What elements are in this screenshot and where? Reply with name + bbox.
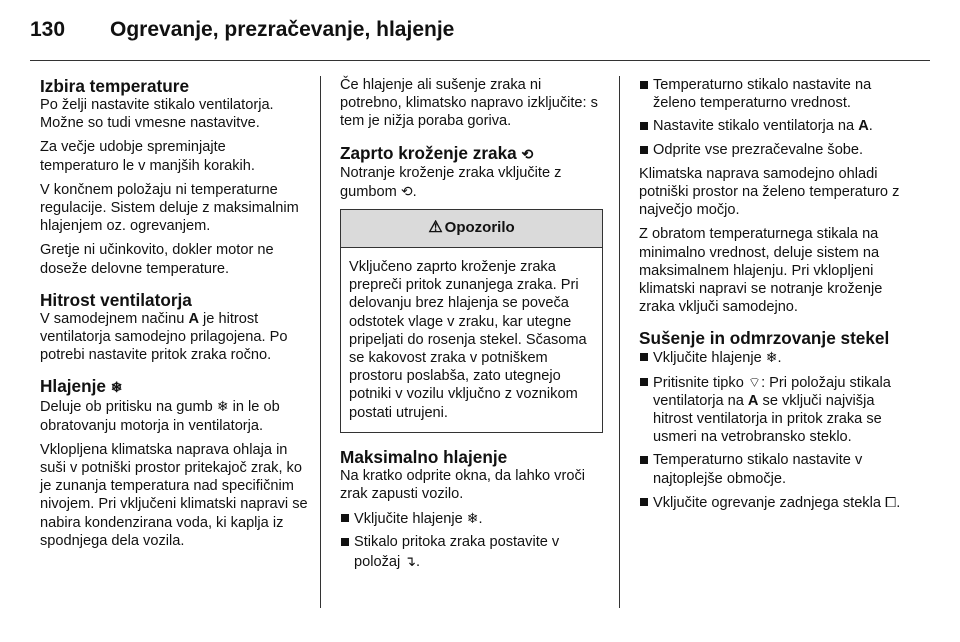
- section-title-recirculation: Zaprto kroženje zraka ⟲: [340, 142, 534, 163]
- header-divider: [30, 60, 930, 61]
- column-divider-1: [320, 76, 321, 608]
- list-item: Stikalo pritoka zraka postavite v položaj ↴.: [340, 533, 603, 570]
- warning-triangle-icon: ⚠: [428, 219, 443, 237]
- column-3: [639, 76, 903, 518]
- air-outlet-position-icon: ↴: [404, 552, 417, 569]
- bullet-list: [639, 76, 903, 159]
- paragraph: V končnem položaju ni temperaturne regulacije. Sistem deluje z maksimalnim hlajenjem oz. ogrevanjem.: [40, 181, 299, 235]
- page-header: [30, 18, 454, 48]
- section-title-cooling: Hlajenje ❄: [40, 376, 123, 397]
- warning-header: ⚠ Opozorilo: [341, 210, 602, 248]
- warning-box: [340, 209, 603, 433]
- list-item: Nastavite stikalo ventilatorja na A.: [639, 117, 903, 135]
- section-title-temperature: Izbira temperature: [40, 76, 190, 96]
- list-item: Vključite ogrevanje zadnjega stekla ⧠.: [639, 493, 903, 512]
- paragraph: Deluje ob pritisku na gumb ❄ in le ob obratovanju motorja in ventilatorja.: [40, 398, 280, 434]
- column-2: [340, 76, 603, 577]
- bullet-list: [340, 509, 603, 571]
- paragraph: Vklopljena klimatska naprava ohlaja in suši v potniški prostor pritekajoč zrak, ko je zunanja temperatura nad specifičnim nivojem. Pri vključeni klimatski napravi se nabira kondenzirana voda, ki kaplja iz spodnjega dela vozila.: [40, 441, 308, 549]
- chapter-title: Ogrevanje, prezračevanje, hlajenje: [110, 18, 455, 41]
- windscreen-defrost-icon: ⌔: [747, 373, 762, 390]
- recirculation-icon: ⟲: [521, 145, 534, 162]
- column-divider-2: [619, 76, 620, 608]
- paragraph: Notranje kroženje zraka vključite z gumbom ⟲.: [340, 164, 562, 200]
- page-number: 130: [30, 18, 66, 41]
- snowflake-icon: ❄: [216, 398, 229, 415]
- recirculation-icon: ⟲: [400, 182, 413, 199]
- snowflake-icon: ❄: [110, 379, 123, 396]
- bullet-list: [639, 348, 903, 512]
- section-title-defrost: Sušenje in odmrzovanje stekel: [639, 328, 890, 349]
- paragraph: Gretje ni učinkovito, dokler motor ne doseže delovne temperature.: [40, 242, 274, 277]
- snowflake-icon: ❄: [466, 510, 479, 527]
- column-1: [40, 76, 308, 556]
- list-item: Vključite hlajenje ❄.: [340, 509, 603, 528]
- section-title-max-cooling: Maksimalno hlajenje: [340, 446, 508, 467]
- paragraph: Klimatska naprava samodejno ohladi potniški prostor na želeno temperaturo z največjo močjo.: [639, 165, 900, 219]
- list-item: Odprite vse prezračevalne šobe.: [639, 141, 903, 159]
- list-item: Temperaturno stikalo nastavite na želeno temperaturno vrednost.: [639, 76, 903, 112]
- rear-window-heating-icon: ⧠: [885, 493, 897, 510]
- snowflake-icon: ❄: [765, 349, 778, 366]
- paragraph: Po želji nastavite stikalo ventilatorja. Možne so tudi vmesne nastavitve.: [40, 97, 274, 132]
- section-title-fan-speed: Hitrost ventilatorja: [40, 289, 192, 310]
- list-item: Pritisnite tipko ⌔: Pri položaju stikala ventilatorja na A se vključi najvišja hitrost ventilatorja in pritok zraka se usmeri na vetrobransko steklo.: [639, 373, 903, 447]
- list-item: Temperaturno stikalo nastavite v najtoplejše območje.: [639, 451, 903, 487]
- paragraph: Če hlajenje ali sušenje zraka ni potrebno, klimatsko napravo izključite: s tem je nižja poraba goriva.: [340, 77, 598, 130]
- paragraph: Na kratko odprite okna, da lahko vroči zrak zapusti vozilo.: [340, 467, 585, 503]
- list-item: Vključite hlajenje ❄.: [639, 348, 903, 367]
- paragraph: Za večje udobje spreminjajte temperaturo le v manjših korakih.: [40, 139, 255, 174]
- paragraph: V samodejnem načinu A je hitrost ventilatorja samodejno prilagojena. Po potrebi nastavite pritok zraka ročno.: [40, 310, 288, 364]
- warning-body: Vključeno zaprto kroženje zraka prepreči pritok zunanjega zraka. Pri delovanju brez hlajenja se poveča odstotek vlage v zraku, kar utegne pripeljati do rosenja stekel. Sčasoma se kakovost zraka v potniškem prostoru poslabša, zato utegnejo potniki v vozilu vključno z voznikom postati utrujeni.: [349, 259, 587, 421]
- paragraph: Z obratom temperaturnega stikala na minimalno vrednost, deluje sistem na maksimalnem hlajenju. Pri vklopljeni klimatski napravi se notranje kroženje zraka vključi samodejno.: [639, 226, 883, 316]
